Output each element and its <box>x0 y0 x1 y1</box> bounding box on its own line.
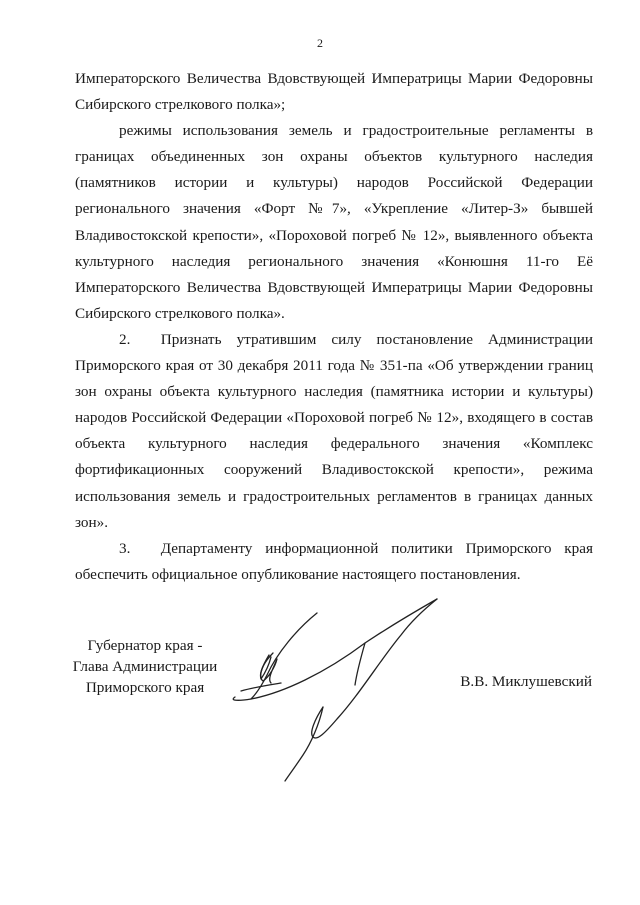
paragraph-regimes: режимы использования земель и градостроительные регламенты в границах объединенных зон охраны объектов культурного наследия (памятников истории и культуры) народов Российской Федерации регионального значения «Форт №7», «Укрепление «Литер-З» бывшей Владивостокской крепости», «Пороховой погреб № 12», выявленного объекта культурного наследия регионального значения «Конюшня 11-го Её Императорского Величества Вдовствующей Императрицы Марии Федоровны Сибирского стрелкового полка». <box>75 122 593 322</box>
handwritten-signature-icon <box>225 595 445 785</box>
signatory-name: В.В. Миклушевский <box>460 673 592 690</box>
paragraph-item-3: 3. Департаменту информационной политики Приморского края обеспечить официальное опубликование настоящего постановления. <box>75 539 593 583</box>
signatory-position <box>70 635 220 698</box>
paragraph-item-2: 2. Признать утратившим силу постановление Администрации Приморского края от 30 декабря 2011 года № 351-па «Об утверждении границ зон охраны объекта культурного наследия (памятника истории и культуры) народов Российской Федерации «Пороховой погреб № 12», входящего в состав объекта культурного наследия федерального значения «Комплекс фортификационных сооружений Владивостокской крепости», режима использования земель и градостроительных регламентов в границах данных зон». <box>75 330 593 531</box>
position-line-3: Приморского края <box>85 679 205 696</box>
page-number: 2 <box>317 36 323 50</box>
document-body <box>75 66 593 588</box>
position-line-2: Глава Администрации <box>72 658 218 675</box>
position-line-1: Губернатор края - <box>87 637 203 654</box>
paragraph-continuation: Императорского Величества Вдовствующей Императрицы Марии Федоровны Сибирского стрелкового полка»; <box>75 70 593 114</box>
